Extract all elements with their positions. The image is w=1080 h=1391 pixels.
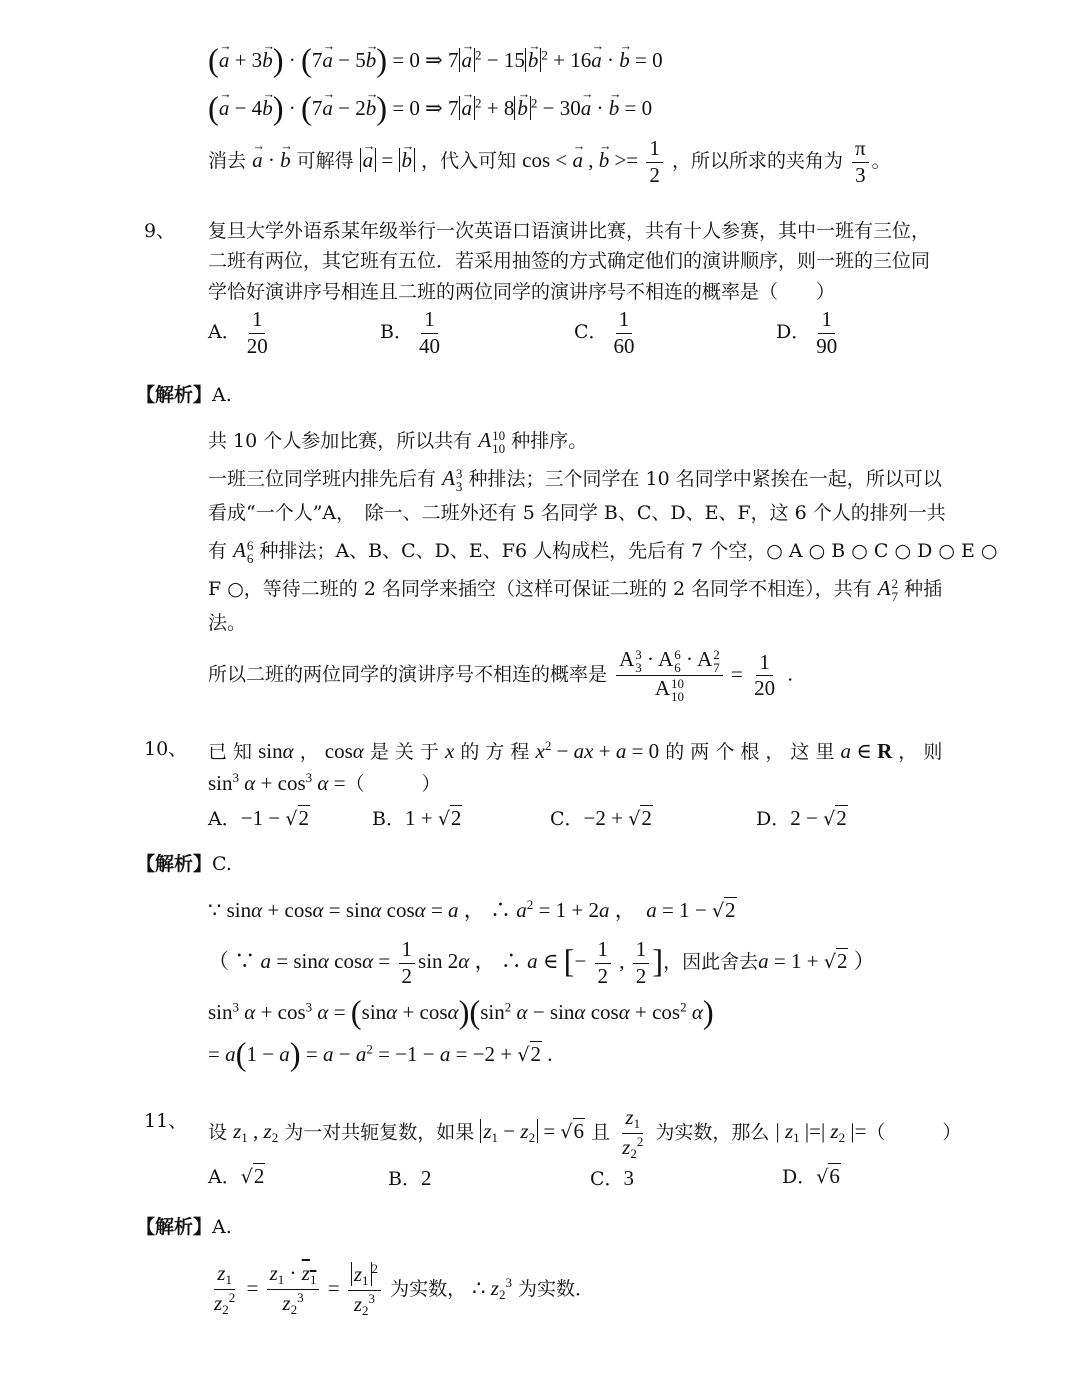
vector-equation-2: (→ a − 4→ b) · (7→ a − 2→ b) = 0 ⇒ 7→ a $^2$ + 8→ b $^2$ − 30→ a · → b = 0 [208, 90, 652, 129]
vector-equation-1: (→ a + 3→ b) · (7→ a − 5→ b) = 0 ⇒ 7→ a $^2$ − 15→ b $^2$ + 16→ a · → b = 0 [208, 42, 663, 81]
question-11-option-a: A．√2 [208, 1164, 265, 1188]
question-10-analysis-line-3: $\sin^3 \alpha + \cos^3 \alpha = (\sin\alpha + \cos\alpha)(\sin^2$ α − sinα $\cos\alpha + \cos^2 \alpha$) [208, 995, 714, 1031]
question-9-analysis-header: 【解析】A. [136, 384, 232, 406]
question-11-option-c: C．3 [590, 1166, 635, 1190]
question-11-option-b: B．2 [388, 1166, 432, 1190]
question-9-option-d: D． $\frac{1}{90}$ [776, 307, 838, 358]
question-10-option-b: B．1 + √2 [372, 806, 462, 830]
question-10-stem-line-2: $\sin^3 \alpha + \cos^3 \alpha$ =（ ） [208, 770, 441, 795]
question-10-option-d: D．2 − √2 [756, 806, 847, 830]
question-9-stem-line-3: 学恰好演讲序号相连且二班的两位同学的演讲序号不相连的概率是（ ） [208, 281, 836, 303]
question-11-stem: 设 $z_1$ , $z_2$ 为一对共轭复数，如果 $z_1 - z_2 = √6$ 且 $\frac{z_1}{z_2^2}$ 为实数，那么 | $z_1$ |=| $z_2$ |=（ ） [208, 1105, 962, 1161]
question-9-option-a: A． $\frac{1}{20}$ [208, 307, 268, 358]
question-9-number: 9、 [144, 220, 176, 242]
question-10-analysis-line-4: = $a(1 - a) = a - a^2 = -1 - a = -2 + √2$ . [208, 1037, 553, 1073]
vector-conclusion: 消去 → a · → b 可解得 → a = → b ，代入可知 cos < → a , → b >= $\frac{1}{2}$ ，所以所求的夹角为 $\frac{\pi}{3}$ 。 [208, 137, 891, 187]
question-9-stem-line-1: 复旦大学外语系某年级举行一次英语口语演讲比赛，共有十人参赛，其中一班有三位， [208, 220, 931, 242]
question-10-analysis-line-1: ∵ sinα + cosα = sinα cosα = a ， ∴ $a^2 = 1 + 2a$ ， a = 1 − √2 [208, 897, 736, 922]
question-10-analysis-line-2: （ ∵ a = sinα cosα = $\frac{1}{2}$ sin 2α ， ∴ a ∈ [− $\frac{1}{2}$ , $\frac{1}{2}$ ]，因此舍去a = 1 + √2 ） [208, 937, 875, 988]
question-10-analysis-header: 【解析】C. [136, 853, 232, 875]
question-9-option-c: C． $\frac{1}{60}$ [574, 307, 635, 358]
question-11-number: 11、 [144, 1110, 188, 1132]
question-9-analysis-line-6: 法。 [208, 612, 247, 634]
question-11-analysis-line-1: $\frac{z_1}{z_2^2}$ = $\frac{z_1 \cdot z_1}{z_2^3}$ = $\frac{z_1^2}{z_2^3}$ 为实数， ∴ $z_2^3$ 为实数． [214, 1261, 595, 1318]
question-9-analysis-line-7: 所以二班的两位同学的演讲序号不相连的概率是 A 3 3 · A 6 6 · A 2 7 A 10 10 = $\frac{1}{20}$ . [208, 647, 794, 705]
question-9-option-b: B． $\frac{1}{40}$ [380, 307, 440, 358]
question-10-stem-line-1: 已 知 sinα ， cosα 是 关 于 x 的 方 程 $x^2$ − ax + a = 0 的 两 个 根 ， 这 里 a ∈ R ， 则 [208, 738, 943, 763]
question-9-stem-line-2: 二班有两位，其它班有五位．若采用抽签的方式确定他们的演讲顺序，则一班的三位同 [208, 250, 931, 272]
question-9-analysis-line-3: 看成“一个人”A， 除一、二班外还有 5 名同学 B、C、D、E、F，这 6 个人的排列一共 [208, 502, 946, 524]
question-9-analysis-line-4: 有 A 6 6 种排法；A、B、C、D、E、F6 人构成栏，先后有 7 个空，○ A ○ B ○ C ○ D ○ E ○ [208, 538, 998, 567]
question-10-number: 10、 [144, 738, 188, 760]
question-9-analysis-line-2: 一班三位同学班内排先后有 A 3 3 种排法；三个同学在 10 名同学中紧挨在一起，所以可以 [208, 466, 942, 495]
question-10-option-a: A．−1 − √2 [208, 806, 310, 830]
question-11-option-d: D．√6 [782, 1164, 840, 1188]
question-10-option-c: C．−2 + √2 [550, 806, 652, 830]
question-9-analysis-line-1: 共 10 个人参加比赛，所以共有 A 10 10 种排序。 [208, 428, 588, 457]
question-9-analysis-line-5: F ○，等待二班的 2 名同学来插空（这样可保证二班的 2 名同学不相连），共有 A 2 7 种插 [208, 576, 943, 605]
question-11-analysis-header: 【解析】A. [136, 1216, 232, 1238]
